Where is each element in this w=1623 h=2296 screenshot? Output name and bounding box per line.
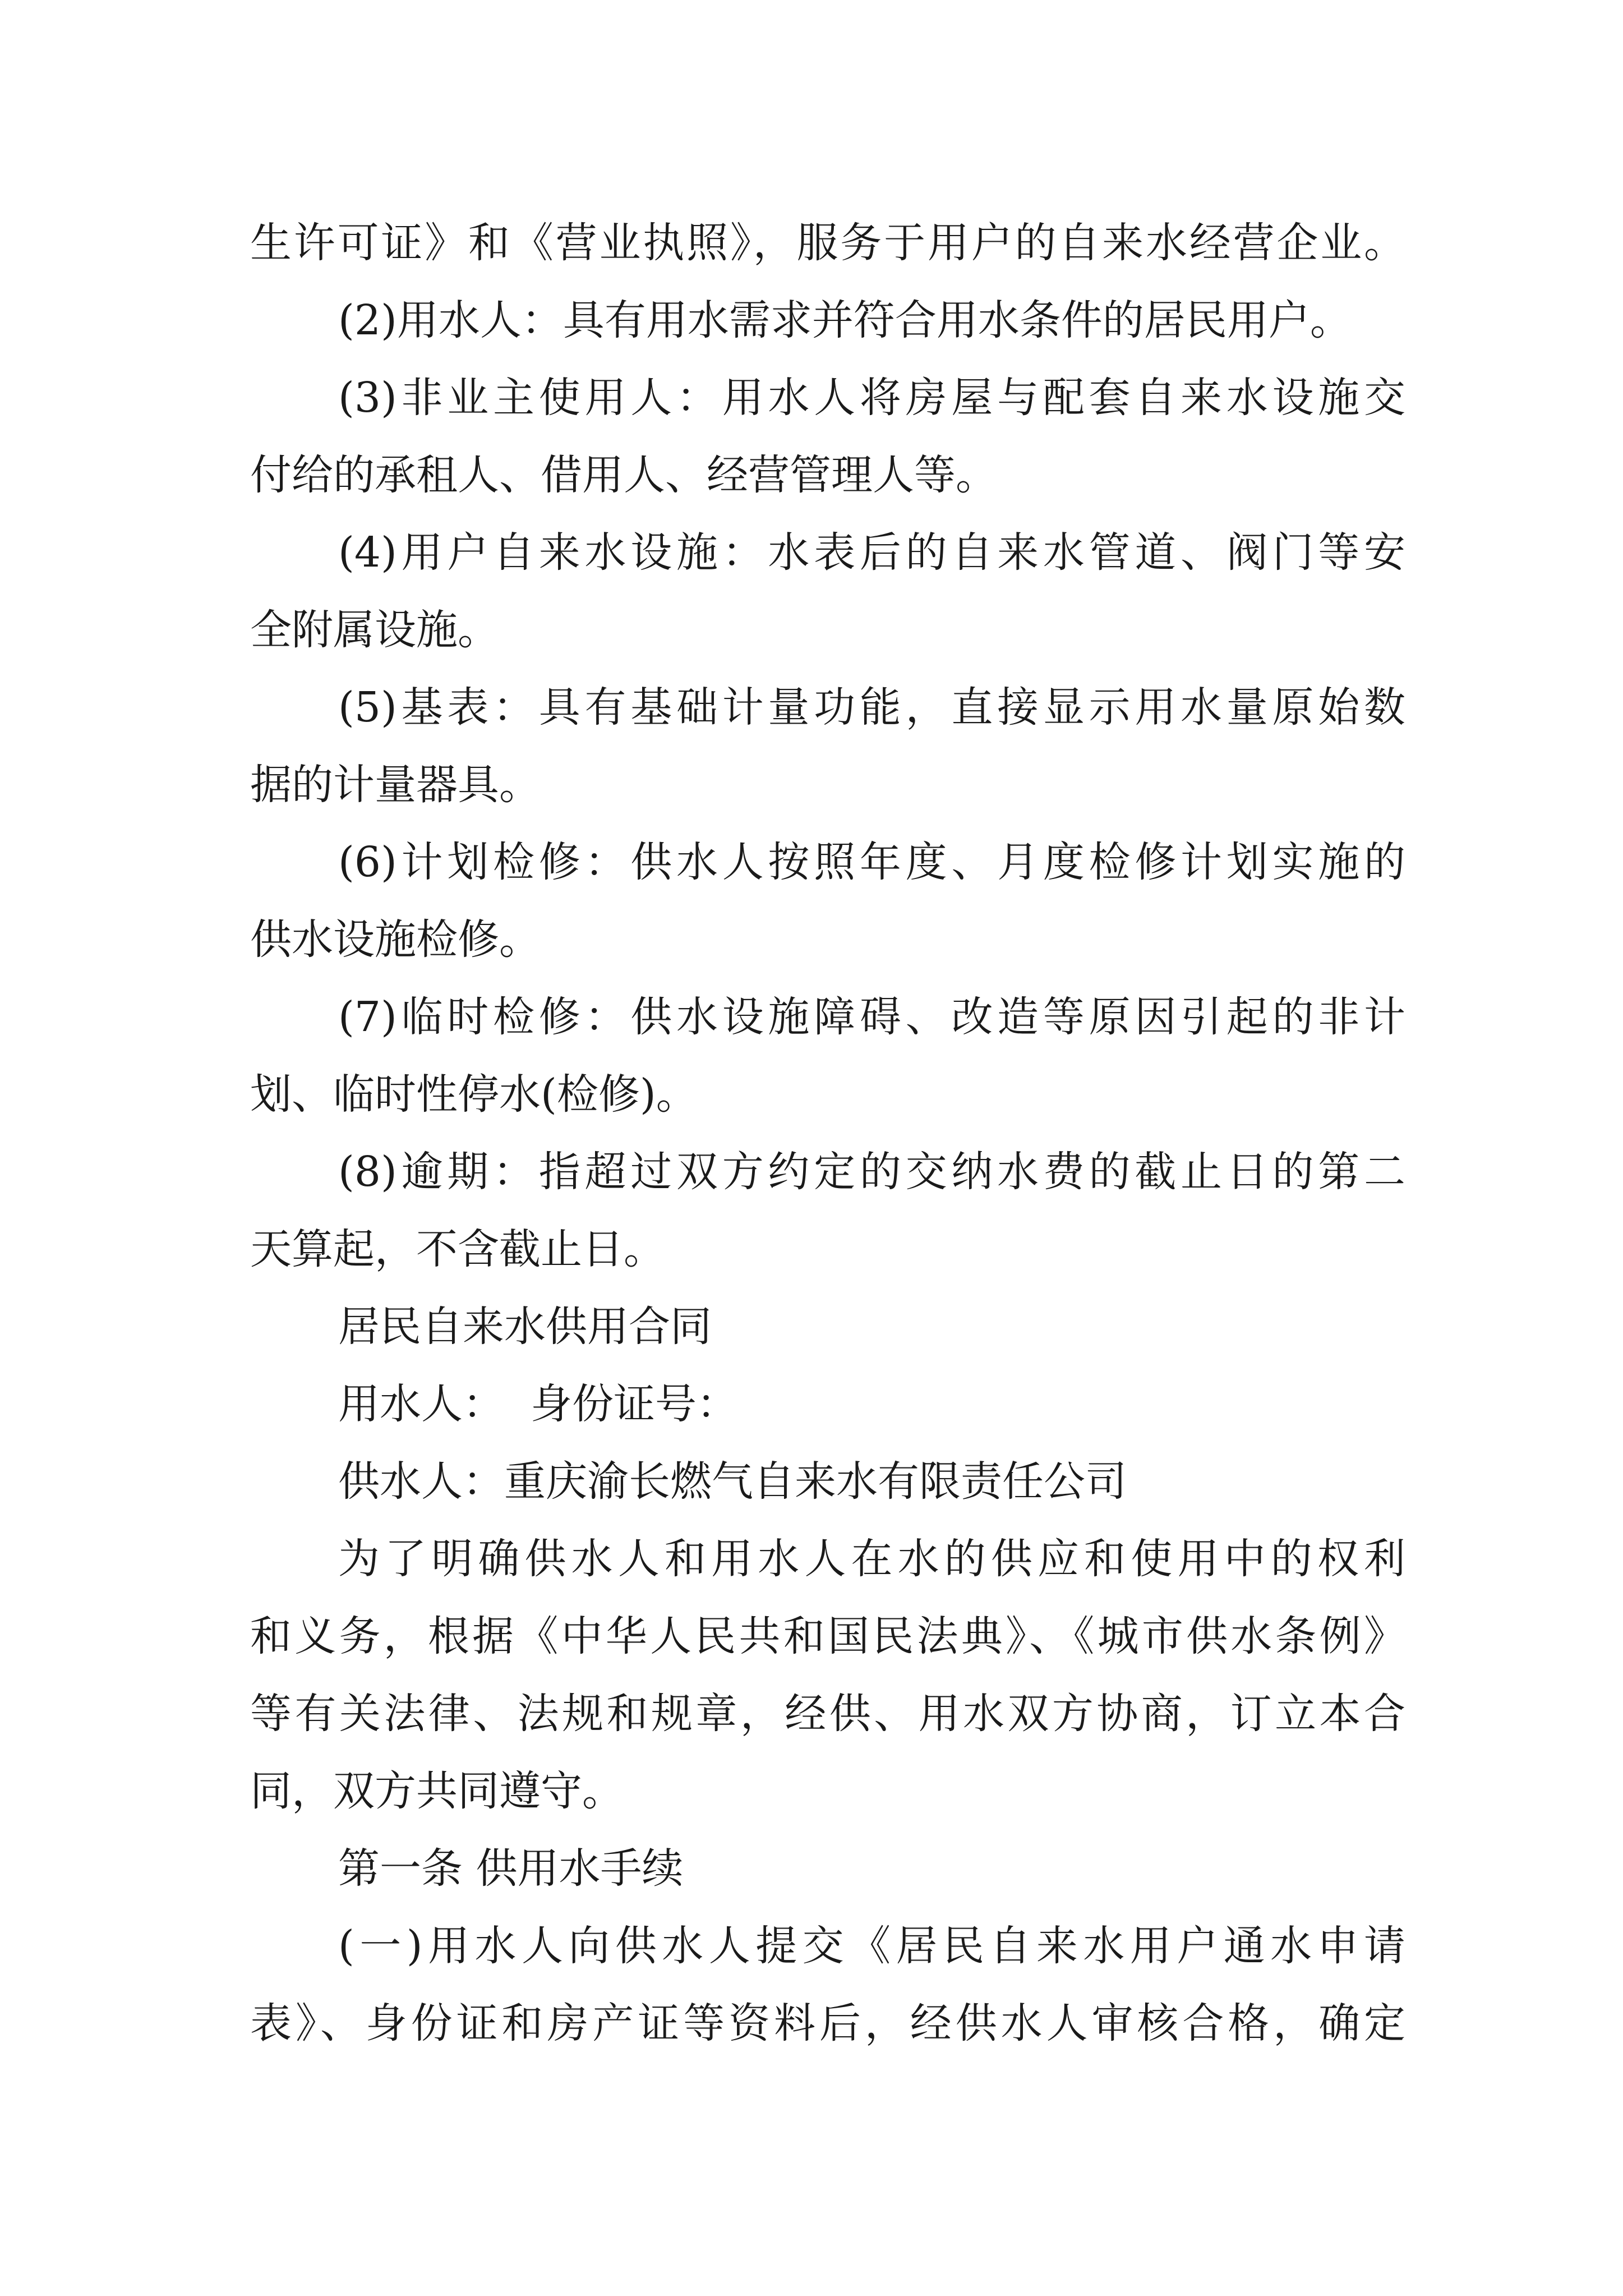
paragraph-line: (一)用水人向供水人提交《居民自来水用户通水申请 xyxy=(338,1922,1405,1970)
paragraph xyxy=(250,669,1405,823)
paragraph-line: (8)逾期：指超过双方约定的交纳水费的截止日的第二 xyxy=(338,1148,1405,1196)
paragraph xyxy=(250,282,1405,359)
paragraph-line: 为了明确供水人和用水人在水的供应和使用中的权利 xyxy=(338,1535,1405,1583)
water-user-field xyxy=(250,1365,1405,1443)
paragraph xyxy=(250,1907,1405,2062)
paragraph-line: 同，双方共同遵守。 xyxy=(250,1767,624,1815)
paragraph xyxy=(250,978,1405,1133)
paragraph-line: 据的计量器具。 xyxy=(250,761,541,809)
paragraph-line: (6)计划检修：供水人按照年度、月度检修计划实施的 xyxy=(338,838,1405,886)
paragraph-line: (5)基表：具有基础计量功能，直接显示用水量原始数 xyxy=(338,683,1405,731)
paragraph-line: 划、临时性停水(检修)。 xyxy=(250,1070,698,1119)
contract-title xyxy=(250,1288,1405,1365)
document-body xyxy=(250,204,1405,2062)
paragraph-line: (2)用水人：具有用水需求并符合用水条件的居民用户。 xyxy=(338,296,1352,344)
paragraph-line: 生许可证》和《营业执照》，服务于用户的自来水经营企业。 xyxy=(250,219,1405,267)
paragraph-line: 和义务，根据《中华人民共和国民法典》、《城市供水条例》 xyxy=(250,1612,1405,1660)
paragraph xyxy=(250,359,1405,514)
paragraph-line: (4)用户自来水设施：水表后的自来水管道、阀门等安 xyxy=(338,528,1405,577)
preamble-paragraph xyxy=(250,1520,1405,1830)
paragraph xyxy=(250,204,1405,282)
paragraph-line: 等有关法律、法规和规章，经供、用水双方协商，订立本合 xyxy=(250,1690,1405,1738)
paragraph-line: (7)临时检修：供水设施障碍、改造等原因引起的非计 xyxy=(338,993,1405,1041)
paragraph-line: (3)非业主使用人：用水人将房屋与配套自来水设施交 xyxy=(338,374,1405,422)
paragraph-line: 供水人：重庆渝长燃气自来水有限责任公司 xyxy=(338,1457,1127,1506)
paragraph-line: 供水设施检修。 xyxy=(250,915,541,964)
paragraph-line: 付给的承租人、借用人、经营管理人等。 xyxy=(250,451,997,499)
paragraph-line: 表》、身份证和房产证等资料后，经供水人审核合格，确定 xyxy=(250,1999,1405,2047)
paragraph-line: 用水人： 身份证号： xyxy=(338,1380,739,1428)
paragraph xyxy=(250,823,1405,978)
article-heading xyxy=(250,1830,1405,1907)
water-supplier-field xyxy=(250,1443,1405,1520)
paragraph-line: 居民自来水供用合同 xyxy=(338,1303,712,1351)
paragraph-line: 第一条 供用水手续 xyxy=(338,1844,684,1893)
paragraph-line: 全附属设施。 xyxy=(250,606,499,654)
paragraph-line: 天算起，不含截止日。 xyxy=(250,1225,665,1273)
paragraph xyxy=(250,1133,1405,1288)
paragraph xyxy=(250,514,1405,669)
